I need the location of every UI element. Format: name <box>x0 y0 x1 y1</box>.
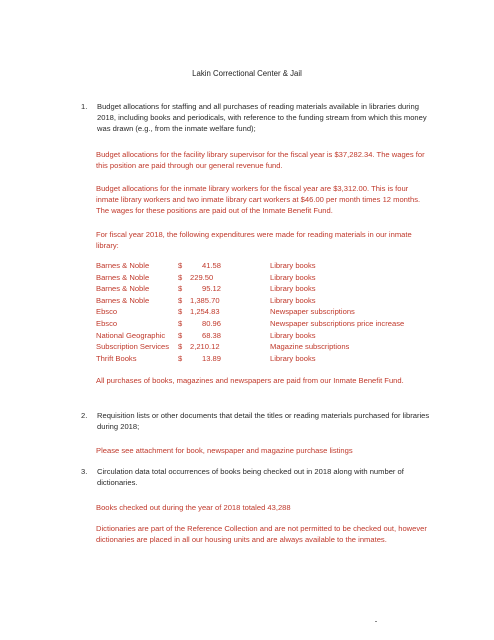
currency-cell: $ <box>178 261 183 270</box>
amount-cell: 80.96 <box>202 318 222 328</box>
vendor-cell: Ebsco <box>96 307 118 317</box>
question-2-text: Requisition lists or other documents that detail the titles or reading materials purchased for libraries during 2018; <box>97 411 430 431</box>
description-cell: Library books <box>270 284 316 294</box>
vendor-cell: Thrift Books <box>96 353 137 363</box>
table-row <box>96 353 404 365</box>
amount-cell: 13.89 <box>202 353 222 363</box>
vendor-cell: Ebsco <box>96 318 118 328</box>
table-row <box>96 260 404 272</box>
table-row <box>96 318 404 330</box>
currency-cell: $ <box>178 295 183 305</box>
description-cell: Newspaper subscriptions price increase <box>270 318 405 328</box>
vendor-cell: Barnes & Noble <box>96 261 150 270</box>
question-3 <box>81 466 431 488</box>
table-row <box>96 272 404 284</box>
currency-cell: $ <box>178 330 183 340</box>
question-3-number: 3. <box>81 467 88 476</box>
table-row <box>96 341 404 353</box>
amount-cell: 229.50 <box>190 272 214 282</box>
answer-2: Please see attachment for book, newspaper and magazine purchase listings <box>96 446 353 455</box>
vendor-cell: Barnes & Noble <box>96 295 150 305</box>
currency-cell: $ <box>178 307 183 317</box>
description-cell: Library books <box>270 295 316 305</box>
scan-speck <box>375 621 377 622</box>
amount-cell: 41.58 <box>202 261 222 270</box>
table-row <box>96 283 404 295</box>
question-2 <box>81 410 431 432</box>
description-cell: Magazine subscriptions <box>270 342 350 352</box>
answer-1-workers: Budget allocations for the inmate library workers for the fiscal year are $3,312.00. This is four inmate library workers and two inmate library cart workers at $46.00 per month times 12 months. The wages for these positions are paid out of the Inmate Benefit Fund. <box>96 184 421 215</box>
description-cell: Library books <box>270 261 316 270</box>
amount-cell: 1,385.70 <box>190 295 220 305</box>
vendor-cell: Subscription Services <box>96 342 170 352</box>
amount-cell: 95.12 <box>202 284 222 294</box>
answer-1-fund: All purchases of books, magazines and newspapers are paid from our Inmate Benefit Fund. <box>96 376 404 385</box>
document-title: Lakin Correctional Center & Jail <box>192 69 302 78</box>
answer-1-supervisor: Budget allocations for the facility library supervisor for the fiscal year is $37,282.34. The wages for this position are paid through our general revenue fund. <box>96 150 425 170</box>
amount-cell: 2,210.12 <box>190 342 220 352</box>
currency-cell: $ <box>178 318 183 328</box>
currency-cell: $ <box>178 353 183 363</box>
table-row <box>96 295 404 307</box>
question-1-text: Budget allocations for staffing and all purchases of reading materials available in libraries during 2018, including books and periodicals, with reference to the funding stream from which this money was drawn (e.g., from the inmate welfare fund); <box>97 102 427 133</box>
expenditures-table <box>96 260 404 364</box>
description-cell: Library books <box>270 353 316 363</box>
question-1-number: 1. <box>81 102 88 111</box>
answer-1-expenditures-intro: For fiscal year 2018, the following expenditures were made for reading materials in our inmate library: <box>96 230 412 250</box>
currency-cell: $ <box>178 272 183 282</box>
vendor-cell: National Geographic <box>96 330 166 340</box>
description-cell: Newspaper subscriptions <box>270 307 355 317</box>
description-cell: Library books <box>270 272 316 282</box>
question-2-number: 2. <box>81 411 88 420</box>
table-row <box>96 306 404 318</box>
currency-cell: $ <box>178 284 183 294</box>
amount-cell: 1,254.83 <box>190 307 220 317</box>
description-cell: Library books <box>270 330 316 340</box>
amount-cell: 68.38 <box>202 330 222 340</box>
answer-3-dictionaries: Dictionaries are part of the Reference Collection and are not permitted to be checked out, however dictionaries are placed in all our housing units and are always available to the inmates. <box>96 524 427 544</box>
currency-cell: $ <box>178 342 183 352</box>
vendor-cell: Barnes & Noble <box>96 272 150 282</box>
question-1 <box>81 101 431 134</box>
answer-3-books: Books checked out during the year of 2018 totaled 43,288 <box>96 503 291 512</box>
question-3-text: Circulation data total occurrences of books being checked out in 2018 along with number of dictionaries. <box>97 467 404 487</box>
vendor-cell: Barnes & Noble <box>96 284 150 294</box>
table-row <box>96 330 404 342</box>
